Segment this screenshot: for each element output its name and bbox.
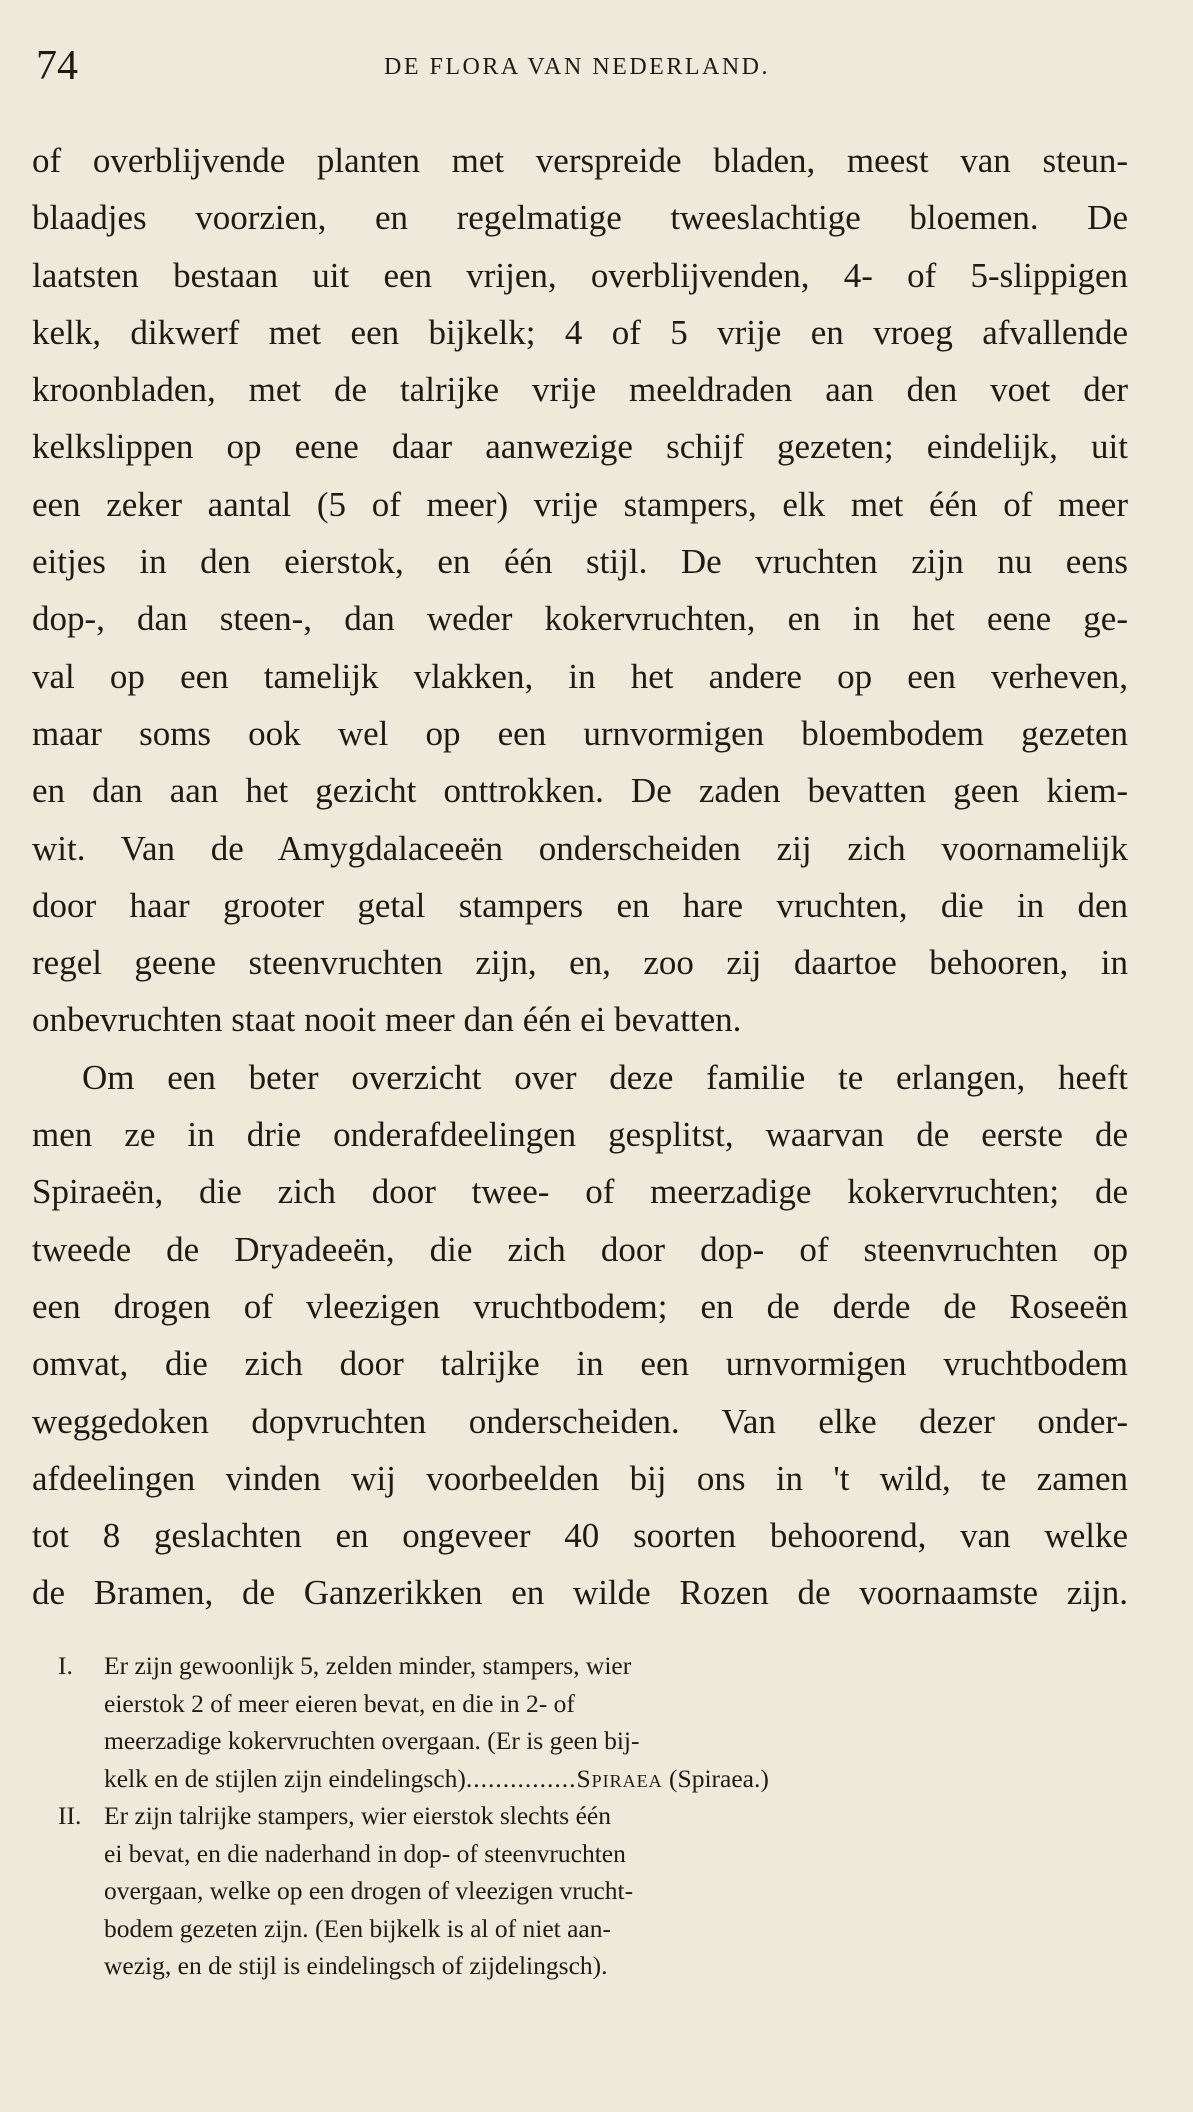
text-line: een drogen of vleezigen vruchtbodem; en de derde de Roseeën: [32, 1286, 1128, 1326]
text-line: of overblijvende planten met verspreide bladen, meest van steun-: [32, 141, 1128, 180]
leader-dots: ...............: [465, 1763, 577, 1793]
key-item-2: [58, 1797, 1108, 1985]
text-line: val op een tamelijk vlakken, in het andere op een verheven,: [32, 656, 1128, 696]
text-line: kroonbladen, met de talrijke vrije meeldraden aan den voet der: [32, 370, 1128, 410]
body-text: [32, 132, 1128, 1622]
text-line: dop-, dan steen-, dan weder kokervruchten, en in het eene ge-: [32, 599, 1128, 639]
text-line: en dan aan het gezicht onttrokken. De zaden bevatten geen kiem-: [32, 771, 1128, 811]
text-line: onbevruchten staat nooit meer dan één ei bevatten.: [32, 1000, 742, 1040]
genus-latin: (Spiraea.): [669, 1763, 769, 1793]
text-line: kelk, dikwerf met een bijkelk; 4 of 5 vrije en vroeg afvallende: [32, 312, 1128, 352]
paragraph-2: [32, 1049, 1128, 1622]
text-line: door haar grooter getal stampers en hare vruchten, die in den: [32, 885, 1128, 925]
text-line: kelkslippen op eene daar aanwezige schijf gezeten; eindelijk, uit: [32, 427, 1128, 467]
key-line-text: kelk en de stijlen zijn eindelingsch): [104, 1763, 466, 1793]
paragraph-1: [32, 132, 1128, 1049]
key-line: ei bevat, en die naderhand in dop- of steenvruchten: [104, 1838, 626, 1868]
key-line: Er zijn talrijke stampers, wier eierstok slechts één: [104, 1801, 611, 1830]
key-item-number: I.: [58, 1651, 73, 1680]
text-line: afdeelingen vinden wij voorbeelden bij ons in 't wild, te zamen: [32, 1458, 1128, 1498]
text-line: tweede de Dryadeeën, die zich door dop- of steenvruchten op: [32, 1229, 1128, 1269]
page-number: 74: [36, 43, 78, 89]
key-line-last: [104, 1760, 1108, 1798]
text-line: eitjes in den eierstok, en één stijl. De vruchten zijn nu eens: [32, 542, 1128, 582]
key-line: meerzadige kokervruchten overgaan. (Er is geen bij-: [104, 1726, 640, 1755]
identification-key: [58, 1647, 1108, 1985]
text-line: men ze in drie onderafdeelingen gesplitst, waarvan de eerste de: [32, 1115, 1128, 1155]
text-line: blaadjes voorzien, en regelmatige tweeslachtige bloemen. De: [32, 198, 1128, 238]
key-line: wezig, en de stijl is eindelingsch of zijdelingsch).: [104, 1951, 608, 1980]
text-line: maar soms ook wel op een urnvormigen bloembodem gezeten: [32, 713, 1128, 753]
text-line: tot 8 geslachten en ongeveer 40 soorten behoorend, van welke: [32, 1516, 1128, 1556]
text-line: weggedoken dopvruchten onderscheiden. Van elke dezer onder-: [32, 1401, 1128, 1441]
text-line: Om een beter overzicht over deze familie te erlangen, heeft: [82, 1057, 1128, 1097]
text-line: laatsten bestaan uit een vrijen, overblijvenden, 4- of 5-slippigen: [32, 255, 1128, 295]
running-title: DE FLORA VAN NEDERLAND.: [384, 54, 770, 80]
key-line: bodem gezeten zijn. (Een bijkelk is al of niet aan-: [104, 1913, 611, 1943]
key-line: eierstok 2 of meer eieren bevat, en die in 2- of: [104, 1688, 575, 1718]
text-line: regel geene steenvruchten zijn, en, zoo zij daartoe behooren, in: [32, 943, 1128, 983]
key-item-1: [58, 1647, 1108, 1797]
text-line: een zeker aantal (5 of meer) vrije stampers, elk met één of meer: [32, 484, 1128, 524]
text-line: omvat, die zich door talrijke in een urnvormigen vruchtbodem: [32, 1344, 1128, 1384]
key-item-number: II.: [58, 1801, 82, 1830]
key-line: Er zijn gewoonlijk 5, zelden minder, stampers, wier: [104, 1651, 632, 1680]
genus-name: Spiraea: [576, 1763, 663, 1793]
text-line: wit. Van de Amygdalaceeën onderscheiden zij zich voornamelijk: [32, 828, 1128, 868]
page-header: [32, 42, 1122, 92]
text-line: de Bramen, de Ganzerikken en wilde Rozen de voornaamste zijn.: [32, 1573, 1128, 1613]
text-line: Spiraeën, die zich door twee- of meerzadige kokervruchten; de: [32, 1172, 1128, 1212]
key-line: overgaan, welke op een drogen of vleezigen vrucht-: [104, 1876, 634, 1905]
